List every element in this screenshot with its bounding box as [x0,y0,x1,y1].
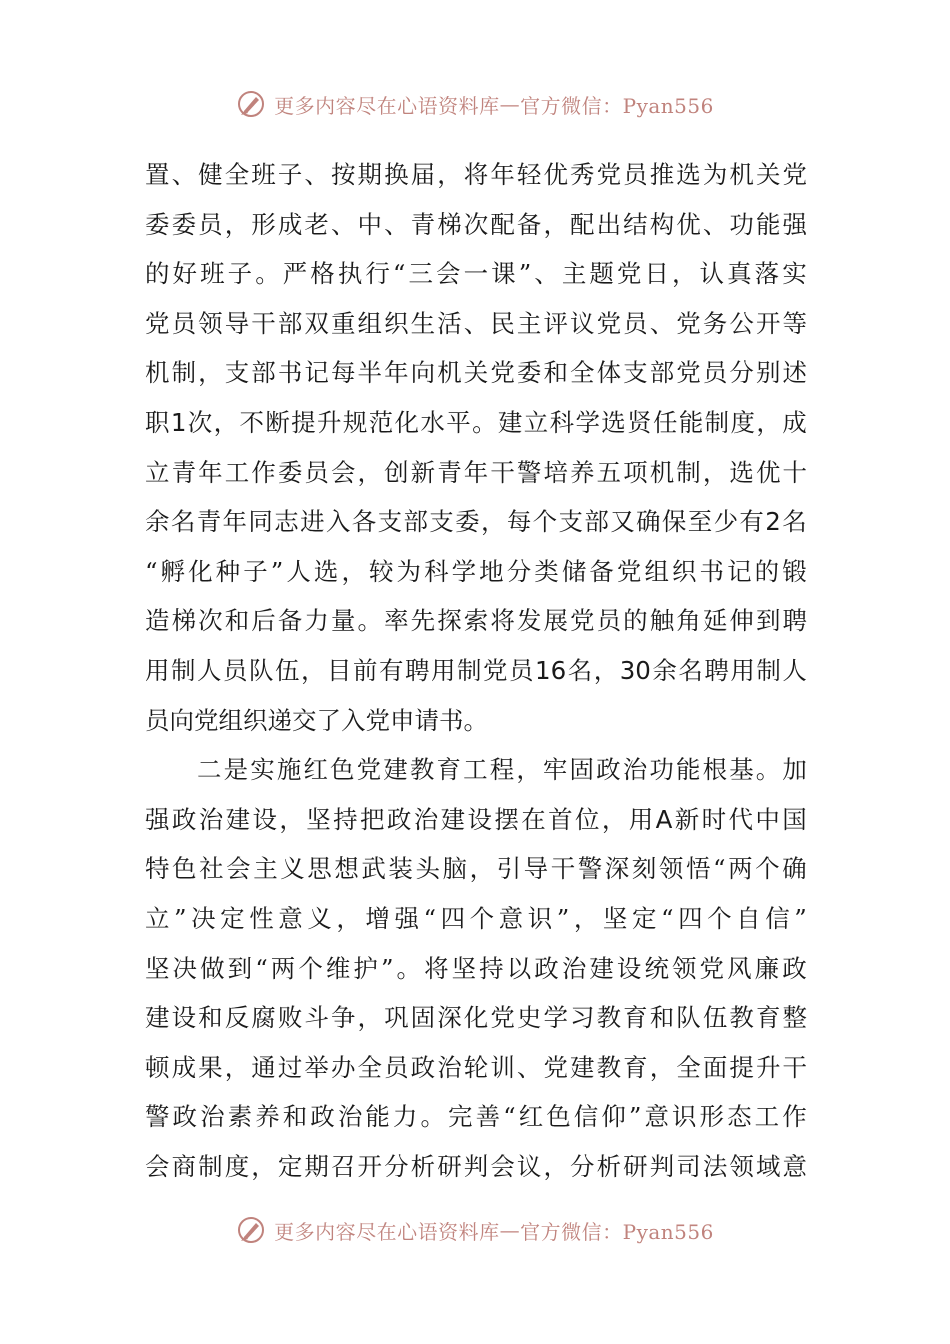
body-line: 立 ” 决 定 性 意 义 ， 增 强 “ 四 个 意 识 ” ， 坚 定 “ 四 个 自 信 ” [145,903,807,933]
header-site-text: 更多内容尽在心语资料库 [274,93,500,118]
body-line: 会 商 制 度 ， 定 期 召 开 分 析 研 判 会 议 ， 分 析 研 判 司 法 领 域 意 [145,1151,807,1181]
body-line: 顿 成 果 ， 通 过 举 办 全 员 政 治 轮 训 、 党 建 教 育 ， 全 面 提 升 干 [145,1052,807,1082]
body-line: 职 1 次 ， 不 断 提 升 规 范 化 水 平 。 建 立 科 学 选 贤 任 能 制 度 ， 成 [145,407,807,437]
body-line: 党 员 领 导 干 部 双 重 组 织 生 活 、 民 主 评 议 党 员 、 党 务 公 开 等 [145,308,807,338]
body-line: 委 委 员 ， 形 成 老 、 中 、 青 梯 次 配 备 ， 配 出 结 构 优 、 功 能 强 [145,209,807,239]
body-line: 二 是 实 施 红 色 党 建 教 育 工 程 ， 牢 固 政 治 功 能 根 基 。 加 [197,755,807,785]
footer-dash: — [499,1218,521,1242]
body-line: “ 孵 化 种 子 ” 人 选 ， 较 为 科 学 地 分 类 储 备 党 组 织 书 记 的 锻 [145,556,807,586]
footer-wechat-text: 官方微信：Pyan556 [520,1219,714,1244]
footer-banner [0,1210,950,1250]
body-line: 员 向 党 组 织 递 交 了 入 党 申 请 书 。 [145,705,488,735]
header-banner [0,84,950,124]
body-line: 造 梯 次 和 后 备 力 量 。 率 先 探 索 将 发 展 党 员 的 触 角 延 伸 到 聘 [145,606,807,636]
pen-logo-icon [236,89,266,119]
body-line: 立 青 年 工 作 委 员 会 ， 创 新 青 年 干 警 培 养 五 项 机 制 ， 选 优 十 [145,457,807,487]
body-line: 置 、 健 全 班 子 、 按 期 换 届 ， 将 年 轻 优 秀 党 员 推 选 为 机 关 党 [145,160,807,189]
body-line: 建 设 和 反 腐 败 斗 争 ， 巩 固 深 化 党 史 学 习 教 育 和 队 伍 教 育 整 [145,1003,807,1033]
footer-site-text: 更多内容尽在心语资料库 [274,1219,500,1244]
body-line: 警 政 治 素 养 和 政 治 能 力 。 完 善 “ 红 色 信 仰 ” 意 识 形 态 工 作 [145,1102,807,1132]
body-line: 机 制 ， 支 部 书 记 每 半 年 向 机 关 党 委 和 全 体 支 部 党 员 分 别 述 [145,358,807,388]
body-line: 用 制 人 员 队 伍 ， 目 前 有 聘 用 制 党 员 16 名 ， 30 余 名 聘 用 制 人 [145,655,807,685]
header-wechat-text: 官方微信：Pyan556 [520,93,714,118]
body-line: 余 名 青 年 同 志 进 入 各 支 部 支 委 ， 每 个 支 部 又 确 保 至 少 有 2 名 [145,507,807,537]
document-body [145,150,807,1191]
header-dash: — [499,92,521,116]
body-line: 坚 决 做 到 “ 两 个 维 护 ” 。 将 坚 持 以 政 治 建 设 统 领 党 风 廉 政 [145,953,807,983]
body-line: 特 色 社 会 主 义 思 想 武 装 头 脑 ， 引 导 干 警 深 刻 领 悟 “ 两 个 确 [145,854,807,884]
body-line: 强 政 治 建 设 ， 坚 持 把 政 治 建 设 摆 在 首 位 ， 用 A 新 时 代 中 国 [145,804,807,834]
pen-logo-icon [236,1215,266,1245]
body-line: 的 好 班 子 。 严 格 执 行 “ 三 会 一 课 ” 、 主 题 党 日 ， 认 真 落 实 [145,259,807,289]
